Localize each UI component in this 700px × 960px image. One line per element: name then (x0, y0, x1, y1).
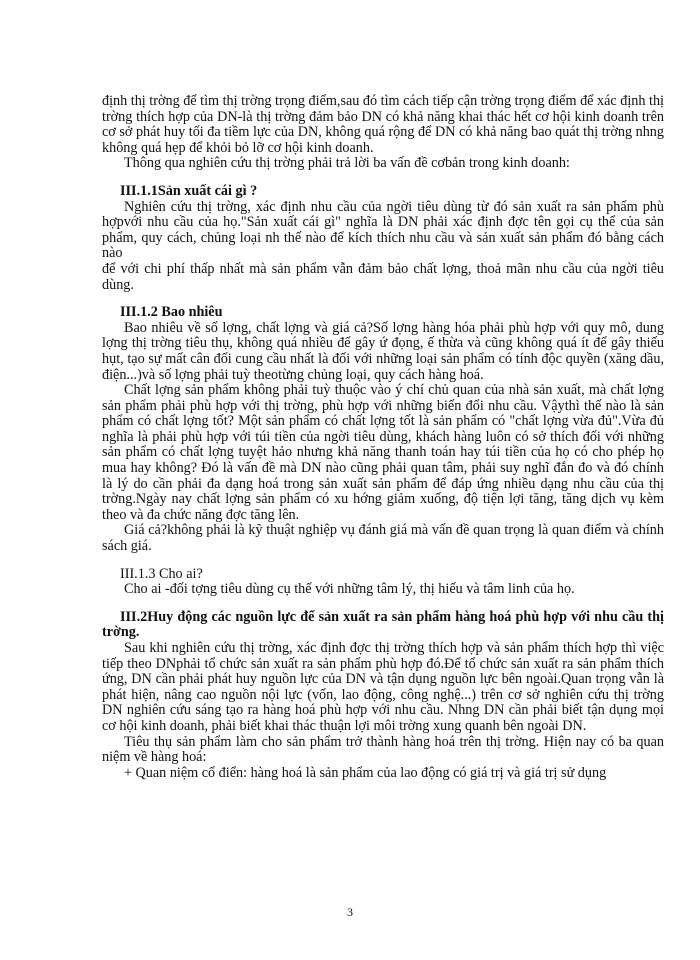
paragraph-classical-view: + Quan niệm cổ điển: hàng hoá là sản phẩm của lao động có giá trị và giá trị sử dụng (124, 764, 607, 781)
paragraph-what-to-produce: Nghiên cứu thị trờng, xác định nhu cầu của ngời tiêu dùng từ đó sản xuất ra sản phẩm phù hợpvới nhu cầu của họ."Sản xuất cái gì" nghĩa là DN phải xác định đợc tên gọi cụ thể của sản phẩm, quy cách, chủng loại nh thế nào để kích thích nhu cầu và sản xuất sản phẩm đó bằng cách nào (102, 198, 664, 262)
paragraph-quality: Chất lợng sản phẩm không phải tuỳ thuộc vào ý chí chủ quan của nhà sản xuất, mà chất lợng sản phẩm phải phù hợp với thị trờng, phù hợp với những biến đổi nhu cầu. Vậythì thế nào là sản phẩm có chất lợng tốt? Một sản phẩm có chất lợng tốt là sản phẩm có "chất lợng vừa đủ".Vừa đủ nghĩa là phải phù hợp với túi tiền của ngời tiêu dùng, khách hàng luôn có sở thích đối với những sản phẩm có chất lợng tuyệt hảo nhưng khả năng thanh toán hay túi tiền của họ có cho phép họ mua hay không? Đó là vấn đề mà DN nào cũng phải quan tâm, phải suy nghĩ đắn đo và đó chính là lý do cần phải đa dạng hoá trong sản xuất sản phẩm để đáp ứng nhiều dạng nhu cầu của thị trờng.Ngày nay chất lợng sản phẩm có xu hớng giảm xuống, độ tiện lợi tăng, tăng dịch vụ kèm theo và đa chức năng đợc tăng lên. (102, 382, 664, 523)
paragraph-quantity: Bao nhiêu về số lợng, chất lợng và giá cả?Số lợng hàng hóa phải phù hợp với quy mô, dung lợng thị trờng tiêu thụ, không quá nhiều để gây ứ đọng, ế thừa và cũng không quá ít để gây thiếu hụt, tạo sự mất cân đối cung cầu nhất là đối với những loại sản phẩm có tính độc quyền (xăng dầu, điện...)và số lợng phải tuỳ theotừng chủng loại, quy cách hàng hoá. (102, 319, 664, 383)
paragraph-consumption: Tiêu thụ sản phẩm làm cho sản phẩm trở thành hàng hoá trên thị trờng. Hiện nay có ba quan niệm về hàng hoá: (102, 733, 664, 766)
paragraph-mobilize-resources: Sau khi nghiên cứu thị trờng, xác định đợc thị trờng thích hợp và sản phẩm thích hợp thì việc tiếp theo DNphải tổ chức sản xuất ra sản phẩm phù hợp đó.Để tổ chức sản xuất ra sản phẩm thích ứng, DN cần phải phát huy nguồn lực của DN và tận dụng nguồn lực bên ngoài.Quan trọng vẫn là phát hiện, nâng cao nguồn nội lực (vốn, lao động, công nghệ...) trên cơ sở nghiên cứu thị trờng DN nghiên cứu sáng tạo ra hàng hoá phù hợp với nhu cầu. Nhng DN cần phải biết tận dụng mọi cơ hội kinh doanh, phải biết khai thác thuận lợi môi trờng xung quanh bên ngoài DN. (102, 640, 664, 734)
paragraph-market-definition: định thị trờng để tìm thị trờng trọng điểm,sau đó tìm cách tiếp cận trờng trọng điểm để xác định thị trờng thích hợp của DN-là thị trờng đảm bảo DN có khả năng khai thác hết cơ hội kinh doanh trên cơ sở phát huy tối đa tiềm lực của DN, không quá rộng để DN có khả năng bao quát thị trờng nhng không quá hẹp để khỏi bỏ lỡ cơ hội kinh doanh. (102, 93, 664, 156)
document-body (102, 94, 664, 781)
heading-mobilize-resources: III.2Huy động các nguồn lực để sản xuất ra sản phẩm hàng hoá phù hợp với nhu cầu thị trờng. (102, 608, 664, 641)
heading-how-much: III.1.2 Bao nhiêu (120, 304, 223, 321)
paragraph-for-whom: Cho ai -đối tợng tiêu dùng cụ thể với những tâm lý, thị hiếu và tâm linh của họ. (124, 581, 575, 598)
heading-for-whom: III.1.3 Cho ai? (120, 565, 203, 582)
heading-what-to-produce: III.1.1Sản xuất cái gì ? (120, 182, 258, 199)
paragraph-low-cost: để với chi phí thấp nhất mà sản phẩm vẫn đảm bảo chất lợng, thoả mãn nhu cầu của ngời tiêu dùng. (102, 260, 664, 293)
page-number: 3 (347, 905, 353, 919)
paragraph-price: Giá cả?không phải là kỹ thuật nghiệp vụ đánh giá mà vấn đề quan trọng là quan điểm và chính sách giá. (102, 522, 664, 555)
paragraph-three-questions: Thông qua nghiên cứu thị trờng phải trả lời ba vấn đề cơbản trong kinh doanh: (124, 155, 570, 172)
